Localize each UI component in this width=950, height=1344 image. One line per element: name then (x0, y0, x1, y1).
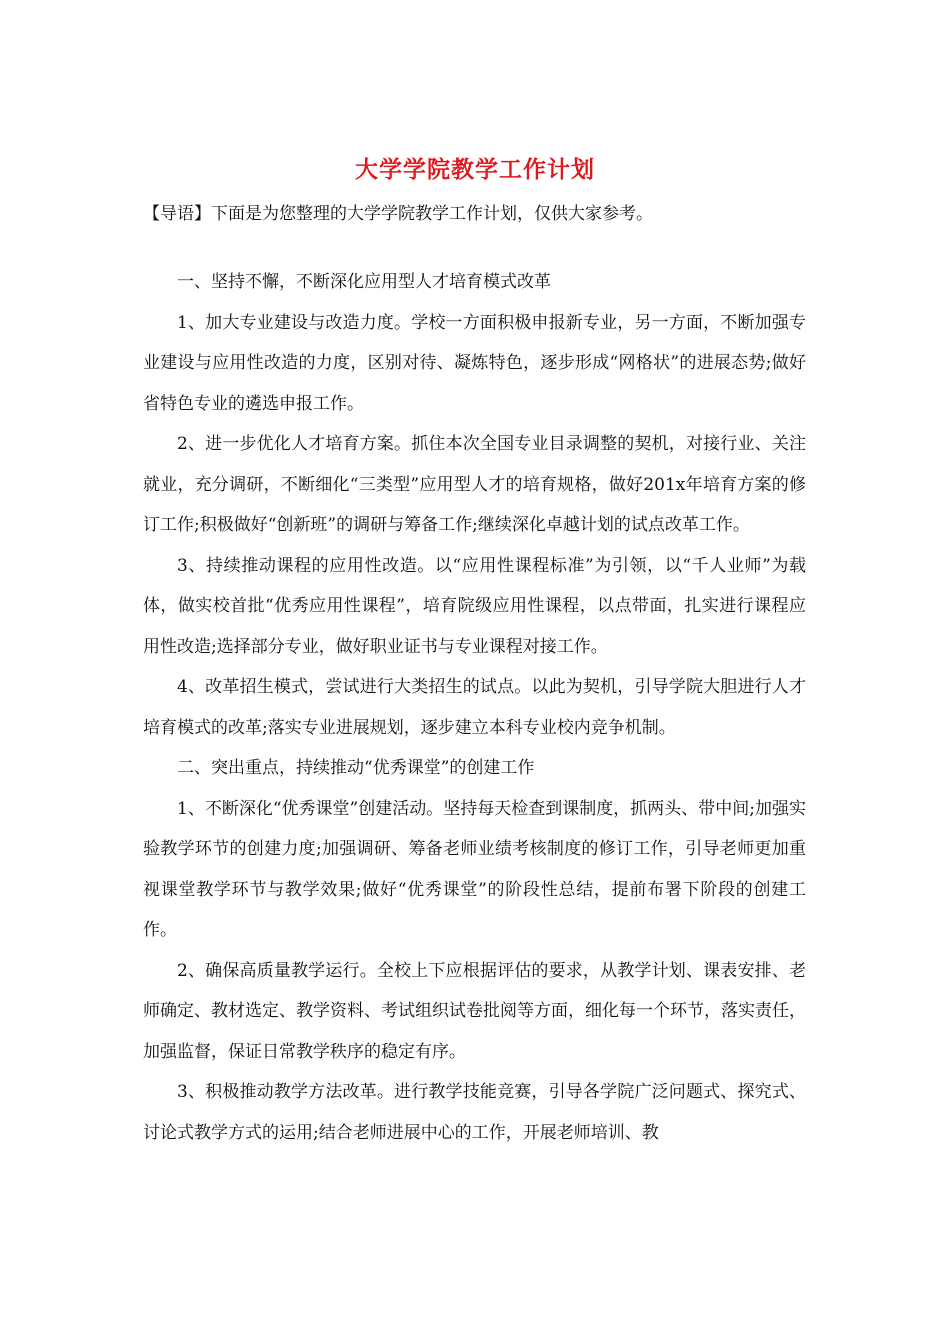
paragraph-2-1: 1、不断深化“优秀课堂”创建活动。坚持每天检查到课制度，抓两头、带中间;加强实验教学环节的创建力度;加强调研、筹备老师业绩考核制度的修订工作，引导老师更加重视课堂教学环节与教学效果;做好“优秀课堂”的阶段性总结，提前布署下阶段的创建工作。 (143, 798, 806, 940)
paragraph-1-3: 3、持续推动课程的应用性改造。以“应用性课程标准”为引领，以“千人业师”为载体，做实校首批“优秀应用性课程”，培育院级应用性课程，以点带面，扎实进行课程应用性改造;选择部分专业，做好职业证书与专业课程对接工作。 (143, 555, 806, 657)
section-heading-1: 一、坚持不懈，不断深化应用型人才培育模式改革 (177, 272, 551, 292)
paragraph-1-2: 2、进一步优化人才培育方案。抓住本次全国专业目录调整的契机，对接行业、关注就业，充分调研，不断细化“三类型”应用型人才的培育规格，做好201x年培育方案的修订工作;积极做好“创新班”的调研与筹备工作;继续深化卓越计划的试点改革工作。 (143, 434, 806, 535)
paragraph-1-4: 4、改革招生模式，尝试进行大类招生的试点。以此为契机，引导学院大胆进行人才培育模式的改革;落实专业进展规划，逐步建立本科专业校内竞争机制。 (143, 677, 806, 738)
section-heading-2: 二、突出重点，持续推动“优秀课堂”的创建工作 (177, 758, 535, 778)
paragraph-2-3: 3、积极推动教学方法改革。进行教学技能竞赛，引导各学院广泛问题式、探究式、讨论式教学方式的运用;结合老师进展中心的工作，开展老师培训、教 (143, 1082, 806, 1143)
document-body (143, 262, 806, 1153)
document-title: 大学学院教学工作计划 (355, 156, 595, 183)
lead-paragraph: 【导语】下面是为您整理的大学学院教学工作计划，仅供大家参考。 (143, 204, 653, 224)
paragraph-2-2: 2、确保高质量教学运行。全校上下应根据评估的要求，从教学计划、课表安排、老师确定、教材选定、教学资料、考试组织试卷批阅等方面，细化每一个环节，落实责任，加强监督，保证日常教学秩序的稳定有序。 (143, 960, 806, 1062)
paragraph-1-1: 1、加大专业建设与改造力度。学校一方面积极申报新专业，另一方面，不断加强专业建设与应用性改造的力度，区别对待、凝炼特色，逐步形成“网格状”的进展态势;做好省特色专业的遴选申报工作。 (143, 312, 806, 414)
